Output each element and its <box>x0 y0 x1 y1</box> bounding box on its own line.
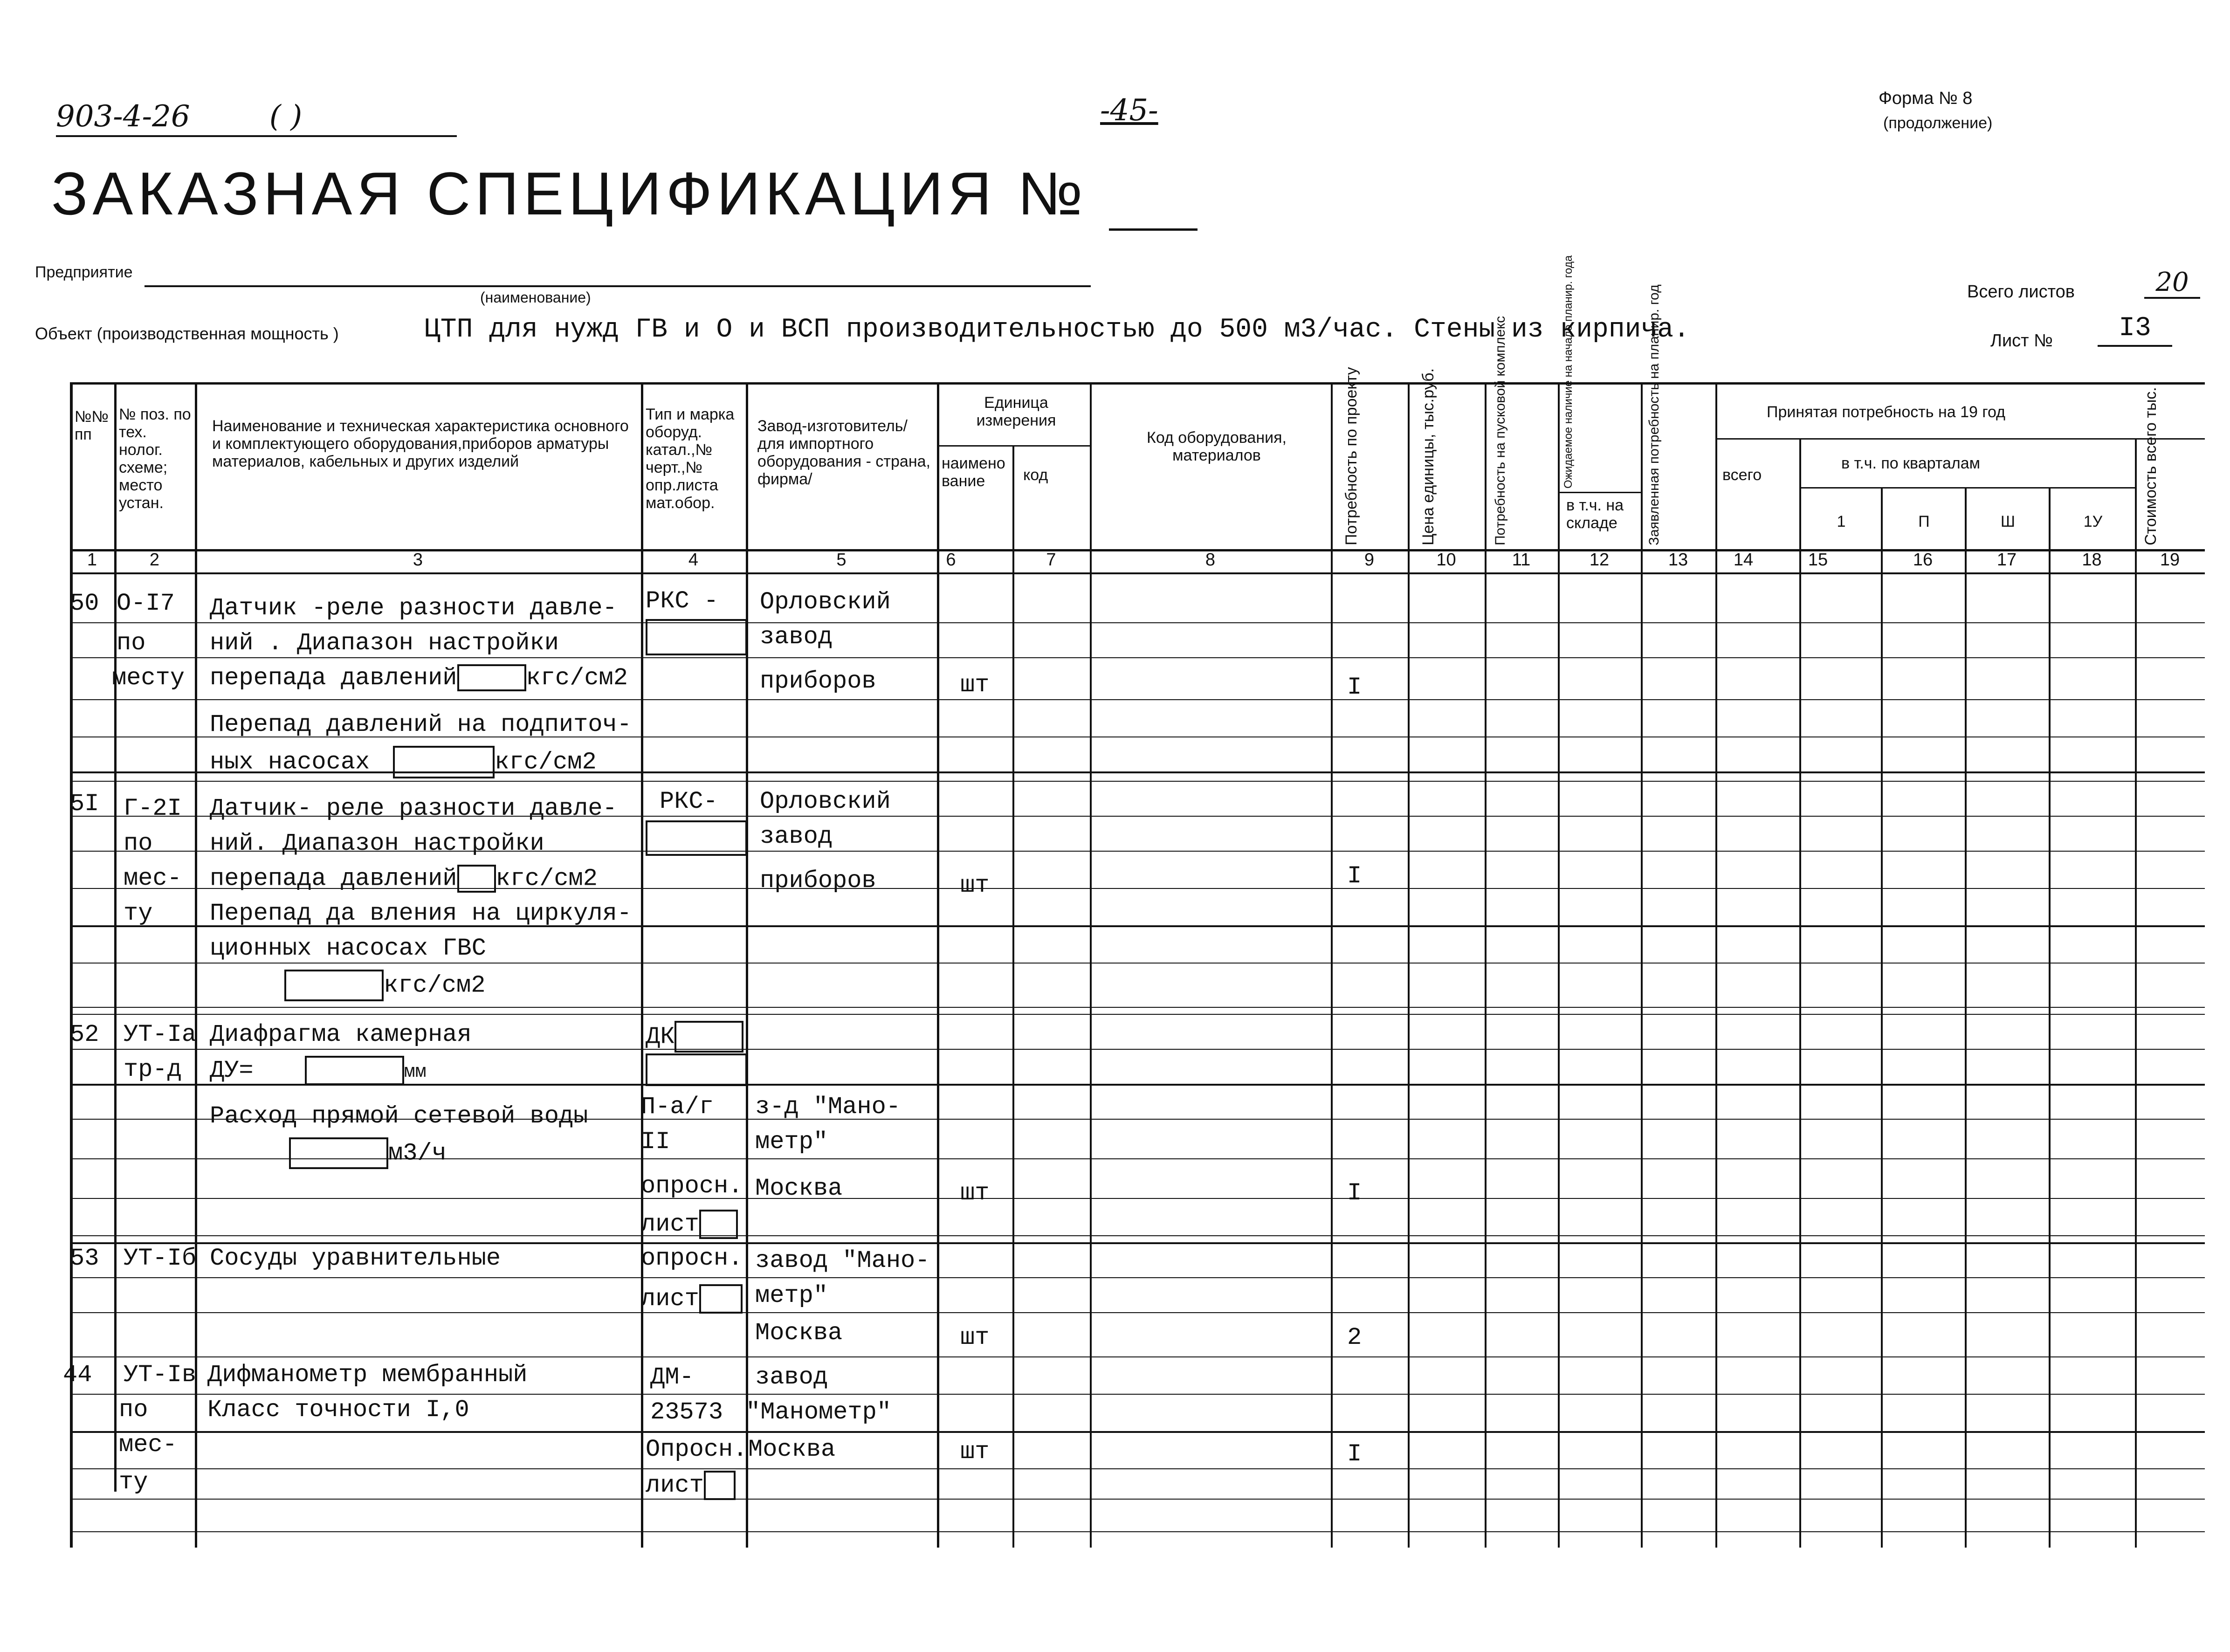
col-num-13: 13 <box>1668 550 1688 570</box>
row-53-number: 53 <box>70 1245 99 1272</box>
form-note: (продолжение) <box>1883 114 1993 132</box>
row-52-qty: I <box>1347 1179 1362 1207</box>
row-52-maker-2: метр" <box>755 1128 828 1156</box>
row-44-maker-3: Москва <box>748 1436 836 1463</box>
col-num-8: 8 <box>1205 550 1216 570</box>
col-header-5: Завод-изготовитель/для импортного оборудования - страна, фирма/ <box>757 417 930 488</box>
col-line-16 <box>1965 487 1967 1548</box>
col-num-10: 10 <box>1436 550 1456 570</box>
row-52-pos-2: тр-д <box>124 1056 182 1083</box>
value-blank-box <box>289 1137 388 1169</box>
row-50-name-5-text: ных насосах <box>210 748 370 776</box>
row-52-type-2: П-а/г <box>641 1093 714 1121</box>
row-51-name-5: ционных насосах ГВС <box>210 935 486 962</box>
table-top-line <box>70 382 2205 385</box>
row-52-number: 52 <box>70 1021 99 1048</box>
row-53-pos-1: УТ-Iб <box>124 1245 197 1272</box>
row-51-maker-2: завод <box>760 823 833 850</box>
q3-header: Ш <box>2000 513 2016 530</box>
row-51-maker-1: Орловский <box>760 788 891 815</box>
c12-split-line <box>1559 492 1641 493</box>
row-50-name-3-unit: кгс/см2 <box>526 664 628 692</box>
row-50-name-4: Перепад давлений на подпиточ- <box>210 711 632 738</box>
row-52-name-2 <box>210 1056 427 1087</box>
row-44-maker-2: "Манометр" <box>746 1398 892 1426</box>
col-header-14: всего <box>1722 466 1762 484</box>
row-51-pos-1: Г-2I <box>124 795 182 822</box>
row-50-number: 50 <box>70 590 99 617</box>
row-rule <box>70 1468 2205 1469</box>
row-44-type-4-text: лист <box>646 1472 704 1500</box>
row-51-name-4: Перепад да вления на циркуля- <box>210 900 632 927</box>
quarters-line <box>1799 487 2135 489</box>
row-52-name-4 <box>289 1137 447 1169</box>
row-rule <box>70 1198 2205 1199</box>
row-rule <box>70 1312 2205 1313</box>
row-50-name-5-unit: кгс/см2 <box>495 748 597 776</box>
col-num-11: 11 <box>1512 550 1531 570</box>
row-52-name-1: Диафрагма камерная <box>210 1021 472 1048</box>
row-52-unit: шт <box>960 1179 990 1207</box>
row-51-maker-3: приборов <box>760 867 876 895</box>
col-num-9: 9 <box>1364 550 1375 570</box>
row-51-name-3 <box>210 865 598 893</box>
col-num-16: 16 <box>1913 550 1933 570</box>
col-header-1: №№ пп <box>75 408 109 443</box>
total-sheets-label: Всего листов <box>1967 282 2075 302</box>
row-50-name-5 <box>210 746 597 778</box>
row-53-type-2 <box>641 1284 743 1314</box>
row-rule <box>70 1049 2205 1050</box>
col-header-19: Стоимость всего тыс. <box>2142 387 2160 545</box>
row-50-qty: I <box>1347 674 1362 701</box>
quarters-header: в т.ч. по кварталам <box>1841 454 1980 472</box>
doc-code <box>56 98 457 137</box>
col-line-17 <box>2049 487 2051 1548</box>
col-header-12a: Ожидаемое наличие на начало планир. года <box>1562 255 1575 489</box>
row-rule <box>70 1242 2205 1244</box>
row-50-name-1: Датчик -реле разности давле- <box>210 594 617 622</box>
value-blank-box <box>457 664 526 691</box>
row-rule <box>70 699 2205 700</box>
type-blank-box <box>699 1210 738 1239</box>
row-51-name-3-unit: кгс/см2 <box>496 865 598 893</box>
row-53-maker-2: метр" <box>755 1282 828 1309</box>
col-num-7: 7 <box>1046 550 1056 570</box>
row-52-type-3: II <box>641 1128 670 1156</box>
row-rule <box>70 1235 2205 1236</box>
col-num-14: 14 <box>1733 550 1754 570</box>
row-52-name-2-unit: мм <box>404 1062 427 1083</box>
doc-code-paren: ( ) <box>269 99 303 134</box>
row-44-type-4 <box>646 1471 736 1500</box>
col-num-18: 18 <box>2082 550 2102 570</box>
col-header-10: Цена единицы, тыс.руб. <box>1419 368 1437 545</box>
row-53-name-1: Сосуды уравнительные <box>210 1245 501 1272</box>
row-50-name-2: ний . Диапазон настройки <box>210 629 559 657</box>
type-blank-box <box>699 1284 743 1314</box>
enterprise-label: Предприятие <box>35 263 133 281</box>
row-51-type: РКС- <box>660 788 718 815</box>
enterprise-line <box>145 285 1091 287</box>
page-number: -45- <box>1100 93 1158 128</box>
row-52-pos-1: УТ-Iа <box>124 1021 197 1048</box>
row-rule <box>70 1431 2205 1433</box>
number-row-line <box>70 572 2205 574</box>
q4-header: 1У <box>2083 513 2103 530</box>
row-44-pos-1: УТ-Iв <box>124 1361 197 1389</box>
name-caption: (наименование) <box>480 289 591 306</box>
row-rule <box>70 1356 2205 1357</box>
form-number: Форма № 8 <box>1879 89 1973 108</box>
col-num-17: 17 <box>1996 550 2017 570</box>
sheet-number: I3 <box>2098 312 2172 347</box>
type-blank-box <box>675 1021 743 1053</box>
row-44-name-2: Класс точности I,0 <box>207 1396 469 1424</box>
row-51-pos-4: ту <box>124 900 153 927</box>
row-52-type-1-text: ДК <box>646 1023 675 1051</box>
col-header-12b: в т.ч. на складе <box>1566 496 1624 532</box>
col-line-14 <box>1799 438 1801 1548</box>
col-header-13: Заявленная потребность на планир. год <box>1646 284 1662 545</box>
page-title <box>51 158 1198 231</box>
row-rule <box>70 1499 2205 1500</box>
row-52-type-5-text: лист <box>641 1211 699 1239</box>
row-44-type-2: 23573 <box>650 1398 723 1426</box>
col-line-18 <box>2135 438 2137 1548</box>
row-44-pos-4: ту <box>119 1468 148 1496</box>
value-blank-box <box>393 746 495 778</box>
object-label: Объект (производственная мощность ) <box>35 324 339 343</box>
row-44-pos-3: мес- <box>119 1431 177 1459</box>
row-50-pos-2: по <box>117 629 146 657</box>
row-51-pos-2: по <box>124 830 153 857</box>
col-line-1 <box>114 382 117 1492</box>
sheet-label: Лист № <box>1990 331 2053 351</box>
row-53-qty: 2 <box>1347 1324 1362 1351</box>
row-rule <box>70 781 2205 782</box>
col-header-11: Потребность на пусковой комплекс <box>1493 316 1508 545</box>
row-50-maker-1: Орловский <box>760 588 891 616</box>
row-44-type-1: ДМ- <box>650 1363 694 1391</box>
type-blank-box <box>646 619 747 655</box>
row-51-name-6-unit: кгс/см2 <box>384 971 486 999</box>
accepted-header: Принятая потребность на 19 год <box>1767 403 2006 421</box>
page-title-text: ЗАКАЗНАЯ СПЕЦИФИКАЦИЯ № <box>51 159 1087 227</box>
row-rule <box>70 622 2205 623</box>
row-51-name-6 <box>284 970 485 1001</box>
row-51-pos-3: мес- <box>124 865 182 892</box>
accepted-line <box>1715 438 2205 440</box>
row-44-unit: шт <box>960 1438 990 1466</box>
row-51-name-3-text: перепада давлений <box>210 865 457 893</box>
row-52-maker-1: з-д "Мано- <box>755 1093 901 1121</box>
row-51-number: 5I <box>70 790 99 818</box>
row-rule <box>70 1277 2205 1278</box>
col-header-6: наименование <box>942 454 1005 490</box>
total-sheets: 20 <box>2144 268 2200 299</box>
col-header-2: № поз. по тех. нолог. схеме; место устан. <box>119 406 191 512</box>
row-52-type-5 <box>641 1210 738 1239</box>
row-52-maker-3: Москва <box>755 1175 843 1202</box>
row-53-maker-1: завод "Мано- <box>755 1247 930 1274</box>
col-num-1: 1 <box>87 550 97 570</box>
type-blank-box <box>646 1053 747 1086</box>
row-50-pos-1: O-I7 <box>117 590 175 617</box>
row-44-pos-2: по <box>119 1396 148 1424</box>
object-text: ЦТП для нужд ГВ и О и ВСП производительностью до 500 м3/час. Стены из кирпича. <box>424 315 1690 345</box>
value-blank-box <box>305 1056 404 1085</box>
row-53-type-1: опросн. <box>641 1245 743 1272</box>
row-44-type-3: Опросн. <box>646 1436 748 1463</box>
col-header-9: Потребность по проекту <box>1342 367 1360 545</box>
row-44-name-1: Дифманометр мембранный <box>207 1361 528 1389</box>
row-52-name-3: Расход прямой сетевой воды <box>210 1102 588 1130</box>
col-line-15 <box>1881 487 1883 1548</box>
row-44-qty: I <box>1347 1440 1362 1468</box>
col-num-5: 5 <box>836 550 847 570</box>
col-num-4: 4 <box>688 550 699 570</box>
doc-code-text: 903-4-26 <box>56 99 190 134</box>
col-header-3: Наименование и техническая характеристика основного и комплектующего оборудования,приборов арматуры материалов, кабельных и других изделий <box>212 417 629 470</box>
row-53-maker-3: Москва <box>755 1319 843 1347</box>
col-num-12: 12 <box>1589 550 1610 570</box>
row-51-name-2: ний. Диапазон настройки <box>210 830 544 857</box>
col-num-2: 2 <box>149 550 160 570</box>
row-rule <box>70 1394 2205 1395</box>
row-50-type: РКС - <box>646 587 719 615</box>
row-52-name-4-unit: м3/ч <box>388 1139 447 1167</box>
type-blank-box <box>704 1471 736 1500</box>
row-rule <box>70 1531 2205 1532</box>
q2-header: П <box>1918 513 1930 530</box>
value-blank-box <box>284 970 384 1001</box>
row-50-name-3-text: перепада давлений <box>210 664 457 692</box>
col-line-6 <box>1012 445 1014 1548</box>
row-51-name-1: Датчик- реле разности давле- <box>210 795 617 822</box>
row-44-maker-1: завод <box>755 1363 828 1391</box>
row-rule <box>70 657 2205 658</box>
col-header-4: Тип и марка оборуд. катал.,№ черт.,№ опр.листа мат.обор. <box>646 406 735 512</box>
title-number-line <box>1109 158 1198 231</box>
row-50-pos-3: месту <box>112 664 185 692</box>
col-num-19: 19 <box>2160 550 2180 570</box>
q1-header: 1 <box>1837 513 1846 530</box>
row-52-name-2-text: ДУ= <box>210 1057 254 1085</box>
row-50-name-3 <box>210 664 628 692</box>
row-51-qty: I <box>1347 862 1362 890</box>
col-header-7: код <box>1023 466 1048 484</box>
row-rule <box>70 1014 2205 1015</box>
row-44-number: 44 <box>63 1361 92 1389</box>
row-52-type-4: опросн. <box>641 1172 743 1200</box>
value-blank-box <box>457 865 496 893</box>
row-53-type-2-text: лист <box>641 1285 699 1313</box>
row-52-type-1 <box>646 1021 743 1053</box>
col-num-6: 6 <box>946 550 956 570</box>
row-51-unit: шт <box>960 872 990 899</box>
type-blank-box <box>646 820 747 856</box>
col-num-3: 3 <box>413 550 423 570</box>
col-num-15: 15 <box>1808 550 1828 570</box>
row-53-unit: шт <box>960 1324 990 1351</box>
row-rule <box>70 963 2205 964</box>
col-header-6-group: Единица измерения <box>976 394 1056 429</box>
row-50-unit: шт <box>960 671 990 699</box>
row-rule <box>70 1007 2205 1008</box>
row-50-maker-3: приборов <box>760 668 876 695</box>
col-header-8: Код оборудования, материалов <box>1147 429 1287 464</box>
row-50-maker-2: завод <box>760 623 833 651</box>
